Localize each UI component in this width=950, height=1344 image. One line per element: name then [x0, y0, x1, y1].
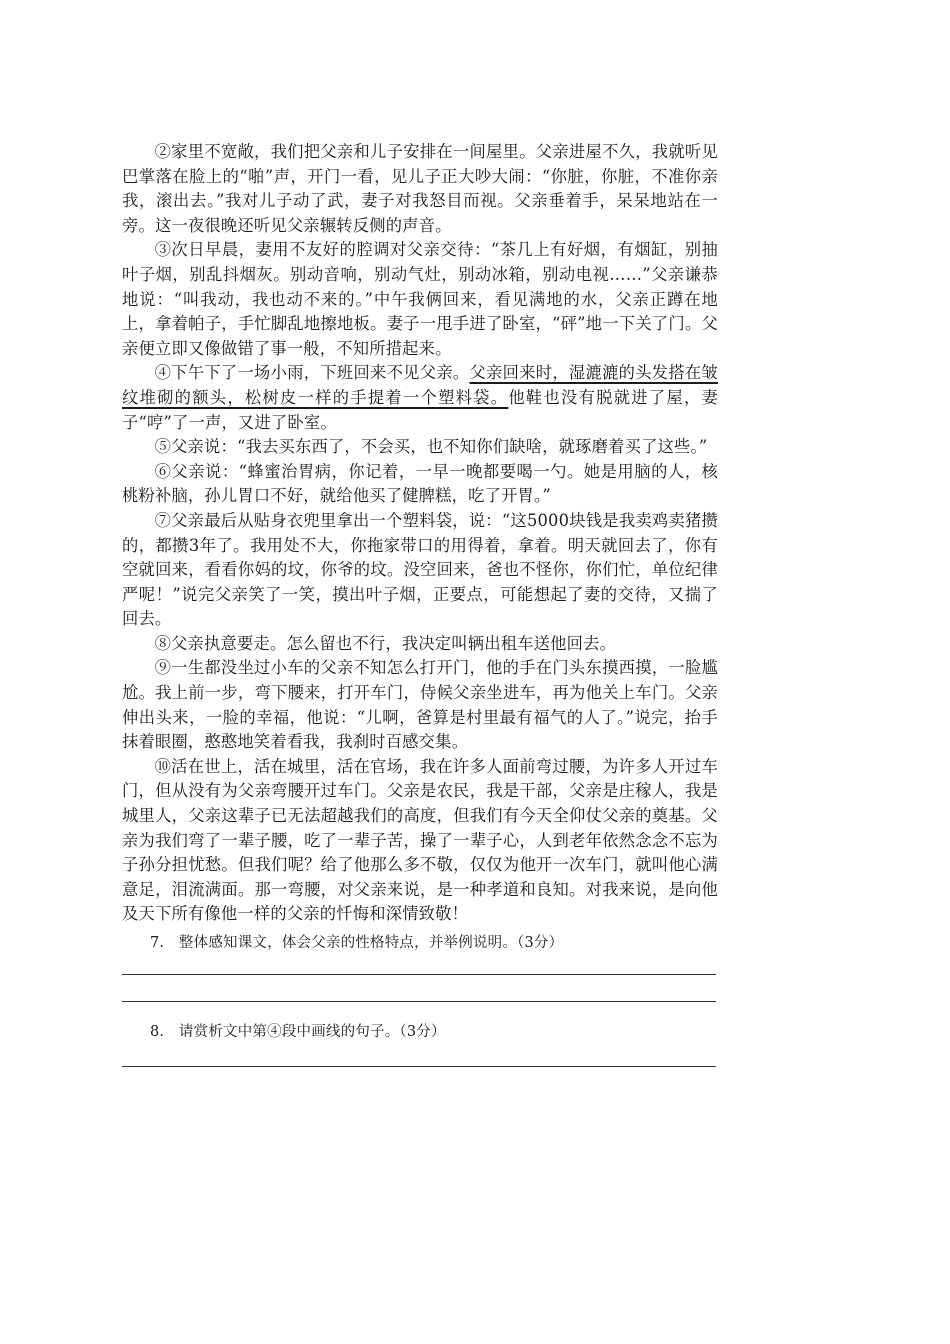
paragraph-3: ③次日早晨，妻用不友好的腔调对父亲交待：“茶几上有好烟，有烟缸，别抽叶子烟，别乱抖烟灰。别动音响，别动气灶，别动冰箱，别动电视……”父亲谦恭地说：“叫我动，我也动不来的。”中午我俩回来，看见满地的水，父亲正蹲在地上，拿着帕子，手忙脚乱地擦地板。妻子一甩手进了卧室，“砰”地一下关了门。父亲便立即又像做错了事一般，不知所措起来。: [122, 240, 718, 358]
paragraph-6: ⑥父亲说：“蜂蜜治胃病，你记着，一早一晚都要喝一勺。她是用脑的人，核桃粉补脑，孙儿胃口不好，就给他买了健脾糕，吃了开胃。”: [122, 461, 718, 506]
paragraph-4-rest: 他鞋也没有脱就进了屋，妻子“哼”了一声，又进了卧室。: [122, 387, 718, 432]
reading-passage: [122, 140, 718, 1067]
answer-line-q8-1[interactable]: [122, 1066, 716, 1067]
answer-line-q7-1[interactable]: [122, 974, 716, 975]
paragraph-2: ②家里不宽敞，我们把父亲和儿子安排在一间屋里。父亲进屋不久，我就听见巴掌落在脸上的“啪”声，开门一看，见儿子正大吵大闹：“你脏，你脏，不准你亲我，滚出去。”我对儿子动了武，妻子对我怒目而视。父亲垂着手，呆呆地站在一旁。这一夜很晚还听见父亲辗转反侧的声音。: [122, 142, 718, 235]
paragraph-8: ⑧父亲执意要走。怎么留也不行，我决定叫辆出租车送他回去。: [154, 633, 617, 653]
question-7: 7. 整体感知课文，体会父亲的性格特点，并举例说明。（3分）: [150, 935, 564, 951]
paragraph-9: ⑨一生都没坐过小车的父亲不知怎么打开门，他的手在门头东摸西摸，一脸尴尬。我上前一步，弯下腰来，打开车门，侍候父亲坐进车，再为他关上车门。父亲伸出头来，一脸的幸福，他说：“儿啊，爸算是村里最有福气的人了。”说完，抬手抹着眼圈，憨憨地笑着看我，我刹时百感交集。: [122, 658, 718, 752]
paragraph-7: ⑦父亲最后从贴身衣兜里拿出一个塑料袋，说：“这5000块钱是我卖鸡卖猪攒的，都攒3年了。我用处不大，你拖家带口的用得着，拿着。明天就回去了，你有空就回来，看看你妈的坟，你爷的坟。没空回来，爸也不怪你，你们忙，单位纪律严呢！”说完父亲笑了一笑，摸出叶子烟，正要点，可能想起了妻的交待，又揣了回去。: [122, 510, 718, 629]
paragraph-10: ⑩活在世上，活在城里，活在官场，我在许多人面前弯过腰，为许多人开过车门，但从没有为父亲弯腰开过车门。父亲是农民，我是干部，父亲是庄稼人，我是城里人，父亲这辈子已无法超越我们的高度，但我们有今天全仰仗父亲的奠基。父亲为我们弯了一辈子腰，吃了一辈子苦，操了一辈子心，人到老年依然念念不忘为子孙分担忧愁。但我们呢？给了他那么多不敬，仅仅为他开一次车门，就叫他心满意足，泪流满面。那一弯腰，对父亲来说，是一种孝道和良知。对我来说，是向他及天下所有像他一样的父亲的忏悔和深情致敬！: [122, 756, 718, 924]
paragraph-4-intro: ④下午下了一场小雨，下班回来不见父亲。: [154, 363, 470, 383]
paragraph-4: [122, 361, 718, 435]
underlined-sentence: 父亲回来时，湿漉漉的头发搭在皱纹堆砌的额头，松树皮一样的手提着一个塑料袋。: [122, 363, 718, 407]
question-8: 8. 请赏析文中第④段中画线的句子。（3分）: [150, 1023, 446, 1040]
paragraph-5: ⑤父亲说：“我去买东西了，不会买，也不知你们缺啥，就琢磨着买了这些。”: [154, 437, 708, 457]
answer-line-q7-2[interactable]: [122, 1001, 716, 1002]
